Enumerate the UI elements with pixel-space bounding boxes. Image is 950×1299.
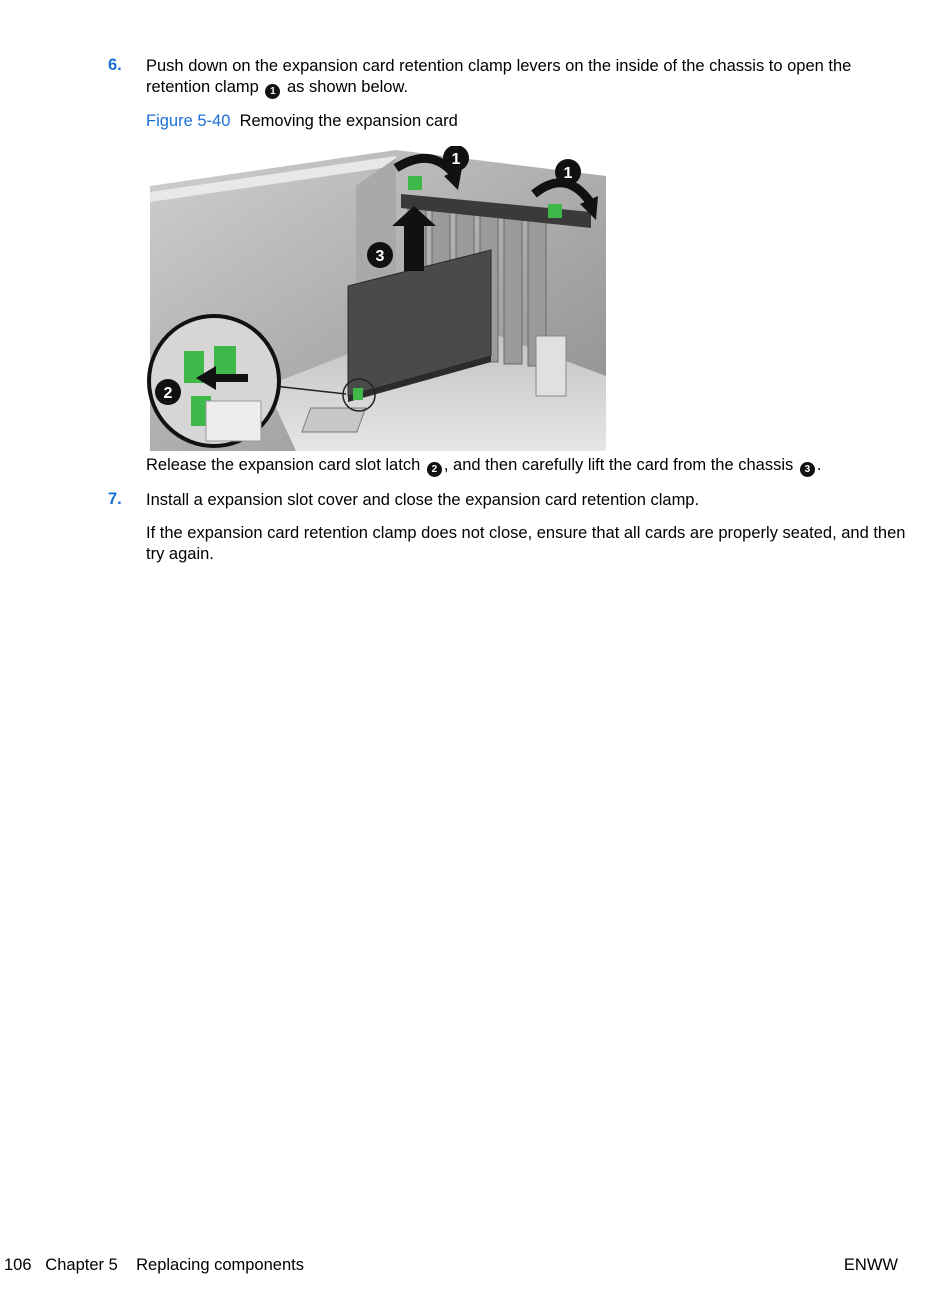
release-text-part1: Release the expansion card slot latch	[146, 456, 421, 474]
footer-right-label: ENWW	[843, 1256, 898, 1274]
release-instructions	[146, 455, 906, 477]
svg-text:1: 1	[451, 151, 461, 168]
figure-label: Figure 5-40	[146, 112, 231, 130]
release-text-part2: , and then carefully lift the card from the chassis	[443, 456, 794, 474]
figure-title: Removing the expansion card	[239, 112, 458, 130]
clamp-lever-left	[408, 176, 422, 190]
step-7-note: If the expansion card retention clamp does not close, ensure that all cards are properly seated, and then try again.	[146, 524, 906, 563]
step-6-text-before: Push down on the expansion card retention clamp levers on the inside of the chassis to open the retention clamp	[146, 57, 852, 96]
chapter-title: Replacing components	[136, 1256, 304, 1274]
page-number: 106	[4, 1256, 32, 1274]
step-number: 6.	[108, 56, 122, 74]
chapter-label: Chapter 5	[45, 1256, 118, 1274]
callout-2-icon-inline: 2	[427, 462, 442, 477]
callout-3-icon-inline: 3	[800, 462, 815, 477]
step-6-text-after: as shown below.	[287, 78, 409, 96]
page-footer	[4, 1256, 304, 1275]
step-6-text	[146, 56, 906, 99]
svg-text:2: 2	[163, 385, 173, 402]
figure-caption	[146, 111, 906, 132]
expansion-card-removal-illustration	[146, 146, 606, 451]
step-number: 7.	[108, 490, 122, 508]
release-text-part3: .	[816, 456, 822, 474]
step-7-text: Install a expansion slot cover and close the expansion card retention clamp.	[146, 491, 700, 509]
port-block	[536, 336, 566, 396]
svg-text:1: 1	[563, 165, 573, 182]
callout-1-icon: 1	[265, 84, 280, 99]
clamp-lever-right	[548, 204, 562, 218]
chipset	[302, 408, 366, 432]
svg-text:3: 3	[375, 248, 385, 265]
